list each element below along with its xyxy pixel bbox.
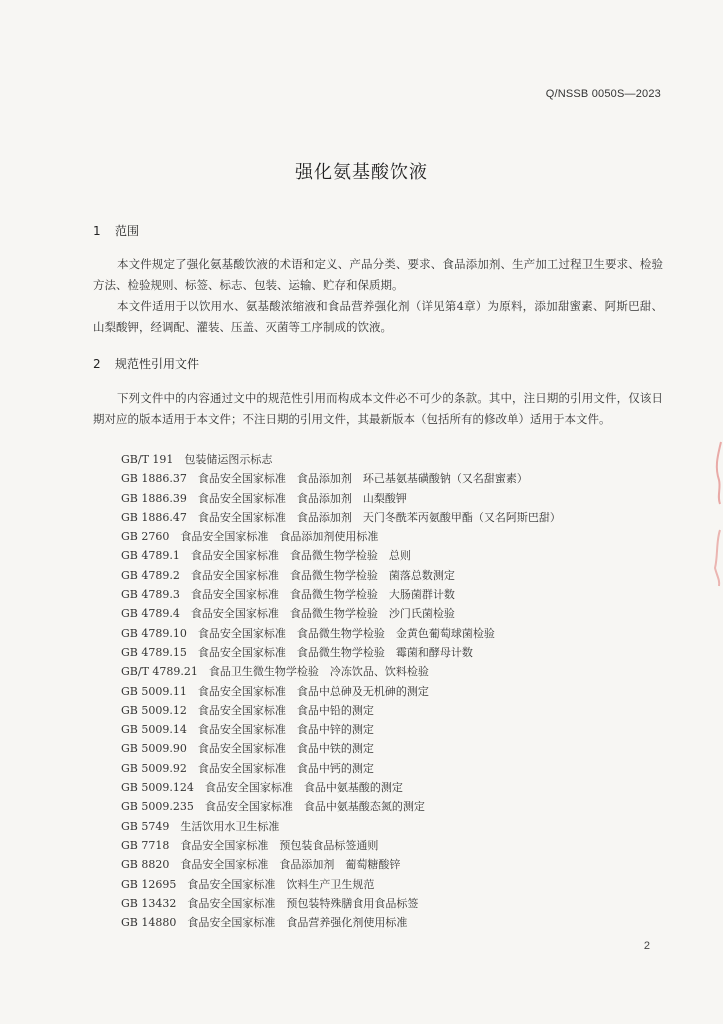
reference-item: GB 7718 食品安全国家标准 预包装食品标签通则 — [121, 838, 379, 852]
reference-item: GB 4789.3 食品安全国家标准 食品微生物学检验 大肠菌群计数 — [121, 588, 455, 602]
section-2-intro: 下列文件中的内容通过文中的规范性引用而构成本文件必不可少的条款。其中，注日期的引用文件，仅该日期对应的版本适用于本文件；不注日期的引用文件，其最新版本（包括所有的修改单）适用于本文件。 — [93, 391, 663, 426]
section-1-heading — [93, 222, 139, 239]
reference-item: GB 5009.124 食品安全国家标准 食品中氨基酸的测定 — [121, 781, 403, 795]
reference-item: GB 4789.2 食品安全国家标准 食品微生物学检验 菌落总数测定 — [121, 568, 455, 582]
section-2-number: 2 — [93, 357, 101, 371]
reference-item: GB 1886.39 食品安全国家标准 食品添加剂 山梨酸钾 — [121, 491, 407, 505]
reference-item: GB 12695 食品安全国家标准 饮料生产卫生规范 — [121, 877, 375, 891]
section-1-paragraph-1: 本文件规定了强化氨基酸饮液的术语和定义、产品分类、要求、食品添加剂、生产加工过程卫生要求、检验方法、检验规则、标签、标志、包装、运输、贮存和保质期。 — [93, 257, 663, 292]
reference-item: GB 5009.92 食品安全国家标准 食品中钙的测定 — [121, 761, 374, 775]
reference-item: GB 4789.15 食品安全国家标准 食品微生物学检验 霉菌和酵母计数 — [121, 645, 473, 659]
reference-item: GB 5009.12 食品安全国家标准 食品中铅的测定 — [121, 703, 374, 717]
reference-item: GB 4789.1 食品安全国家标准 食品微生物学检验 总则 — [121, 549, 411, 563]
reference-item: GB/T 4789.21 食品卫生微生物学检验 冷冻饮品、饮料检验 — [121, 665, 429, 679]
page-number: 2 — [643, 940, 650, 952]
standard-code: Q/NSSB 0050S—2023 — [545, 88, 661, 100]
reference-item: GB 2760 食品安全国家标准 食品添加剂使用标准 — [121, 530, 379, 544]
reference-item: GB 5009.11 食品安全国家标准 食品中总砷及无机砷的测定 — [121, 684, 429, 698]
section-1-paragraph-2: 本文件适用于以饮用水、氨基酸浓缩液和食品营养强化剂（详见第4章）为原料，添加甜蜜素、阿斯巴甜、山梨酸钾，经调配、灌装、压盖、灭菌等工序制成的饮液。 — [93, 299, 663, 334]
reference-item: GB 14880 食品安全国家标准 食品营养强化剂使用标准 — [121, 916, 408, 930]
reference-item: GB 5749 生活饮用水卫生标准 — [121, 819, 280, 833]
section-1-title: 范围 — [115, 224, 140, 238]
seal-stamp-fragment — [711, 438, 723, 588]
section-1-number: 1 — [93, 224, 101, 238]
reference-item: GB 4789.4 食品安全国家标准 食品微生物学检验 沙门氏菌检验 — [121, 607, 455, 621]
reference-item: GB 4789.10 食品安全国家标准 食品微生物学检验 金黄色葡萄球菌检验 — [121, 626, 495, 640]
reference-item: GB/T 191 包装储运图示标志 — [121, 453, 273, 466]
reference-item: GB 5009.235 食品安全国家标准 食品中氨基酸态氮的测定 — [121, 800, 425, 814]
section-2-title: 规范性引用文件 — [115, 357, 200, 371]
reference-item: GB 5009.14 食品安全国家标准 食品中锌的测定 — [121, 723, 374, 737]
reference-item: GB 5009.90 食品安全国家标准 食品中铁的测定 — [121, 742, 374, 756]
reference-item: GB 8820 食品安全国家标准 食品添加剂 葡萄糖酸锌 — [121, 858, 401, 872]
reference-list — [121, 450, 561, 932]
section-2-heading — [93, 355, 199, 372]
reference-item: GB 13432 食品安全国家标准 预包装特殊膳食用食品标签 — [121, 896, 419, 910]
reference-item: GB 1886.37 食品安全国家标准 食品添加剂 环己基氨基磺酸钠（又名甜蜜素） — [121, 472, 528, 486]
reference-item: GB 1886.47 食品安全国家标准 食品添加剂 天门冬酰苯丙氨酸甲酯（又名阿斯巴甜） — [121, 510, 561, 524]
page-title: 强化氨基酸饮液 — [295, 162, 428, 183]
